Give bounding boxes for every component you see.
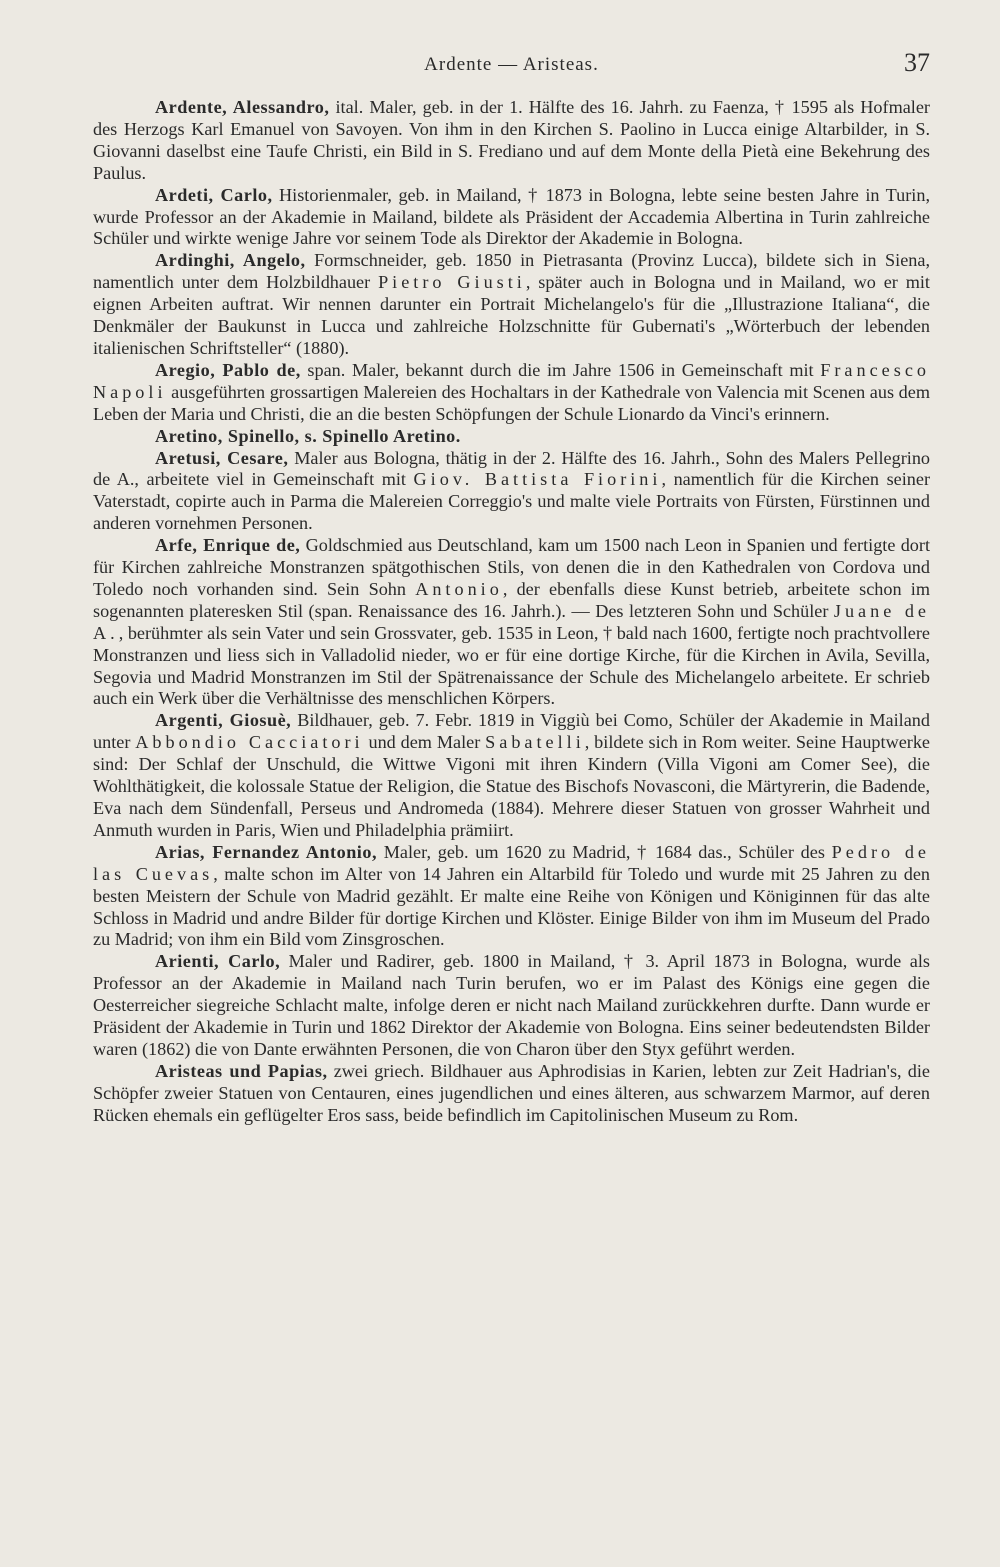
- entry-headword: Arfe, Enrique de,: [155, 535, 301, 556]
- dictionary-entry: [93, 1061, 930, 1127]
- entry-text: , bildete sich in Rom weiter. Seine Hauptwerke sind: Der Schlaf der Unschuld, die Wittwe Vigoni mit ihren Kindern (Villa Vigoni am Comer See), die Wohlthätigkeit, die kolossale Statue der Religion, die Statue des Bischofs Novasconi, die Märtyrerin, die Badende, Eva nach dem Sündenfall, Perseus und Andromeda (1884). Mehrere dieser Statuen von grosser Wahrheit und Anmuth wurden in Paris, Wien und Philadelphia prämiirt.: [93, 732, 930, 840]
- entry-text: , später auch in Bologna und in Mailand, wo er mit eignen Arbeiten auftrat. Wir nennen darunter ein Portrait Michelangelo's für die „Illustrazione Italiana“, die Denkmäler der Baukunst in Lucca und zahlreiche Holzschnitte für Gubernati's „Wörterbuch der lebenden italienischen Schriftsteller“ (1880).: [93, 272, 930, 358]
- spaced-name: Juane de A.: [93, 600, 930, 643]
- page-number: 37: [904, 48, 930, 77]
- dictionary-entry: [93, 951, 930, 1061]
- entry-text: und dem Maler: [363, 732, 486, 753]
- spaced-name: Pietro Giusti: [378, 272, 526, 293]
- dictionary-entry: [93, 535, 930, 710]
- entry-text: Goldschmied aus Deutschland, kam um 1500 nach Leon in Spanien und fertigte dort für Kirchen zahlreiche Monstranzen spätgothischen Stils, von denen die in den Kathedralen von Cordova und Toledo noch vorhanden sind. Sein Sohn: [93, 535, 930, 599]
- dictionary-entry: [93, 448, 930, 536]
- entry-headword: Ardinghi, Angelo,: [155, 250, 306, 271]
- spaced-name: Pedro de las Cuevas: [93, 841, 930, 884]
- entry-text: Maler, geb. um 1620 zu Madrid, † 1684 das., Schüler des: [377, 841, 832, 862]
- entry-text: , malte schon im Alter von 14 Jahren ein Altarbild für Toledo und wurde mit 25 Jahren zu den besten Meistern der Schule von Madrid gezählt. Er malte eine Reihe von Königen und Königinnen für das alte Schloss in Madrid und andre Bilder für dortige Kirchen und Klöster. Einige Bilder von ihm im Museum del Prado zu Madrid; von ihm ein Bild vom Zinsgroschen.: [93, 863, 930, 950]
- entry-headword: Arienti, Carlo,: [155, 951, 281, 972]
- entry-text: span. Maler, bekannt durch die im Jahre 1506 in Gemeinschaft mit: [300, 359, 821, 380]
- entry-text: Maler aus Bologna, thätig in der 2. Hälfte des 16. Jahrh., Sohn des Malers Pellegrino de A., arbeitete viel in Gemeinschaft mit: [93, 447, 931, 490]
- entry-headword: Aristeas und Papias,: [155, 1060, 328, 1081]
- entry-headword: Argenti, Giosuè,: [155, 710, 292, 731]
- dictionary-entry: [93, 426, 930, 448]
- dictionary-entries: [93, 97, 930, 1127]
- dictionary-entry: [93, 250, 930, 360]
- entry-headword: Aretino, Spinello, s. Spinello Aretino.: [155, 425, 461, 446]
- entry-text: , der ebenfalls diese Kunst betrieb, arbeitete schon im sogenannten plateresken Stil (span. Renaissance des 16. Jahrh.). — Des letzteren Sohn und Schüler: [93, 578, 930, 621]
- entry-text: Bildhauer, geb. 7. Febr. 1819 in Viggiù bei Como, Schüler der Akademie in Mailand unter: [93, 710, 930, 753]
- dictionary-entry: [93, 185, 930, 251]
- dictionary-entry: [93, 710, 930, 841]
- entry-text: , namentlich für die Kirchen seiner Vaterstadt, copirte auch in Parma die Malereien Correggio's und malte viele Portraits von Fürsten, Fürstinnen und anderen vornehmen Personen.: [93, 469, 931, 534]
- spaced-name: Sabatelli: [485, 732, 585, 753]
- entry-headword: Ardente, Alessandro,: [155, 97, 330, 117]
- entry-headword: Aretusi, Cesare,: [155, 447, 289, 468]
- entry-text: ital. Maler, geb. in der 1. Hälfte des 16. Jahrh. zu Faenza, † 1595 als Hofmaler des Herzogs Karl Emanuel von Savoyen. Von ihm in den Kirchen S. Paolino in Lucca einige Altarbilder, in S. Giovanni daselbst eine Taufe Christi, ein Bild in S. Frediano und auf dem Monte della Pietà eine Bekehrung des Paulus.: [93, 97, 930, 183]
- entry-headword: Arias, Fernandez Antonio,: [155, 841, 378, 862]
- dictionary-entry: [93, 360, 930, 426]
- entry-text: Maler und Radirer, geb. 1800 in Mailand, † 3. April 1873 in Bologna, wurde als Professor an der Akademie in Mailand nach Turin berufen, wo er im Palast des Königs eine gegen die Oesterreicher siegreiche Schlacht malte, infolge deren er nicht nach Mailand zurückkehren durfte. Dann wurde er Präsident der Akademie in Turin und 1862 Direktor der Akademie von Bologna. Eins seiner bedeutendsten Bilder waren (1862) die von Dante erwähnten Personen, die von Charon über den Styx geführt werden.: [93, 951, 930, 1059]
- entry-headword: Aregio, Pablo de,: [155, 359, 301, 380]
- dictionary-entry: [93, 97, 930, 185]
- entry-text: ausgeführten grossartigen Malereien des Hochaltars in der Kathedrale von Valencia mit Scenen aus dem Leben der Maria und Christi, die an die besten Schöpfungen der Schule Lionardo da Vinci's erinnern.: [93, 381, 930, 424]
- spaced-name: Francesco Napoli: [93, 359, 930, 402]
- spaced-name: Giov. Battista Fiorini: [413, 469, 662, 490]
- spaced-name: Abbondio Cacciatori: [135, 732, 364, 753]
- page-header: [93, 48, 930, 82]
- entry-headword: Ardeti, Carlo,: [155, 184, 273, 205]
- dictionary-entry: [93, 842, 930, 952]
- entry-text: Historienmaler, geb. in Mailand, † 1873 in Bologna, lebte seine besten Jahre in Turin, wurde Professor an der Akademie in Mailand, bildete als Präsident der Accademia Albertina in Turin zahlreiche Schüler und wirkte wenige Jahre vor seinem Tode als Direktor der Akademie in Bologna.: [93, 184, 930, 249]
- entry-text: zwei griech. Bildhauer aus Aphrodisias in Karien, lebten zur Zeit Hadrian's, die Schöpfer zweier Statuen von Centauren, eines jugendlichen und eines älteren, aus schwarzem Marmor, auf deren Rücken ehemals ein geflügelter Eros sass, beide befindlich im Capitolinischen Museum zu Rom.: [93, 1060, 930, 1125]
- entry-text: Formschneider, geb. 1850 in Pietrasanta (Provinz Lucca), bildete sich in Siena, namentlich unter dem Holzbildhauer: [93, 250, 930, 293]
- entry-text: , berühmter als sein Vater und sein Grossvater, geb. 1535 in Leon, † bald nach 1600, fertigte noch prachtvollere Monstranzen und liess sich in Valladolid nieder, wo er für eine dortige Kirche, für die Kirchen in Avila, Sevilla, Segovia und Madrid Monstranzen im Stil der Spätrenaissance der Schule des Michelangelo arbeitete. Er schrieb auch ein Werk über die Verhältnisse des menschlichen Körpers.: [93, 622, 930, 709]
- spaced-name: Antonio: [415, 578, 503, 599]
- running-title: Ardente — Aristeas.: [424, 54, 599, 75]
